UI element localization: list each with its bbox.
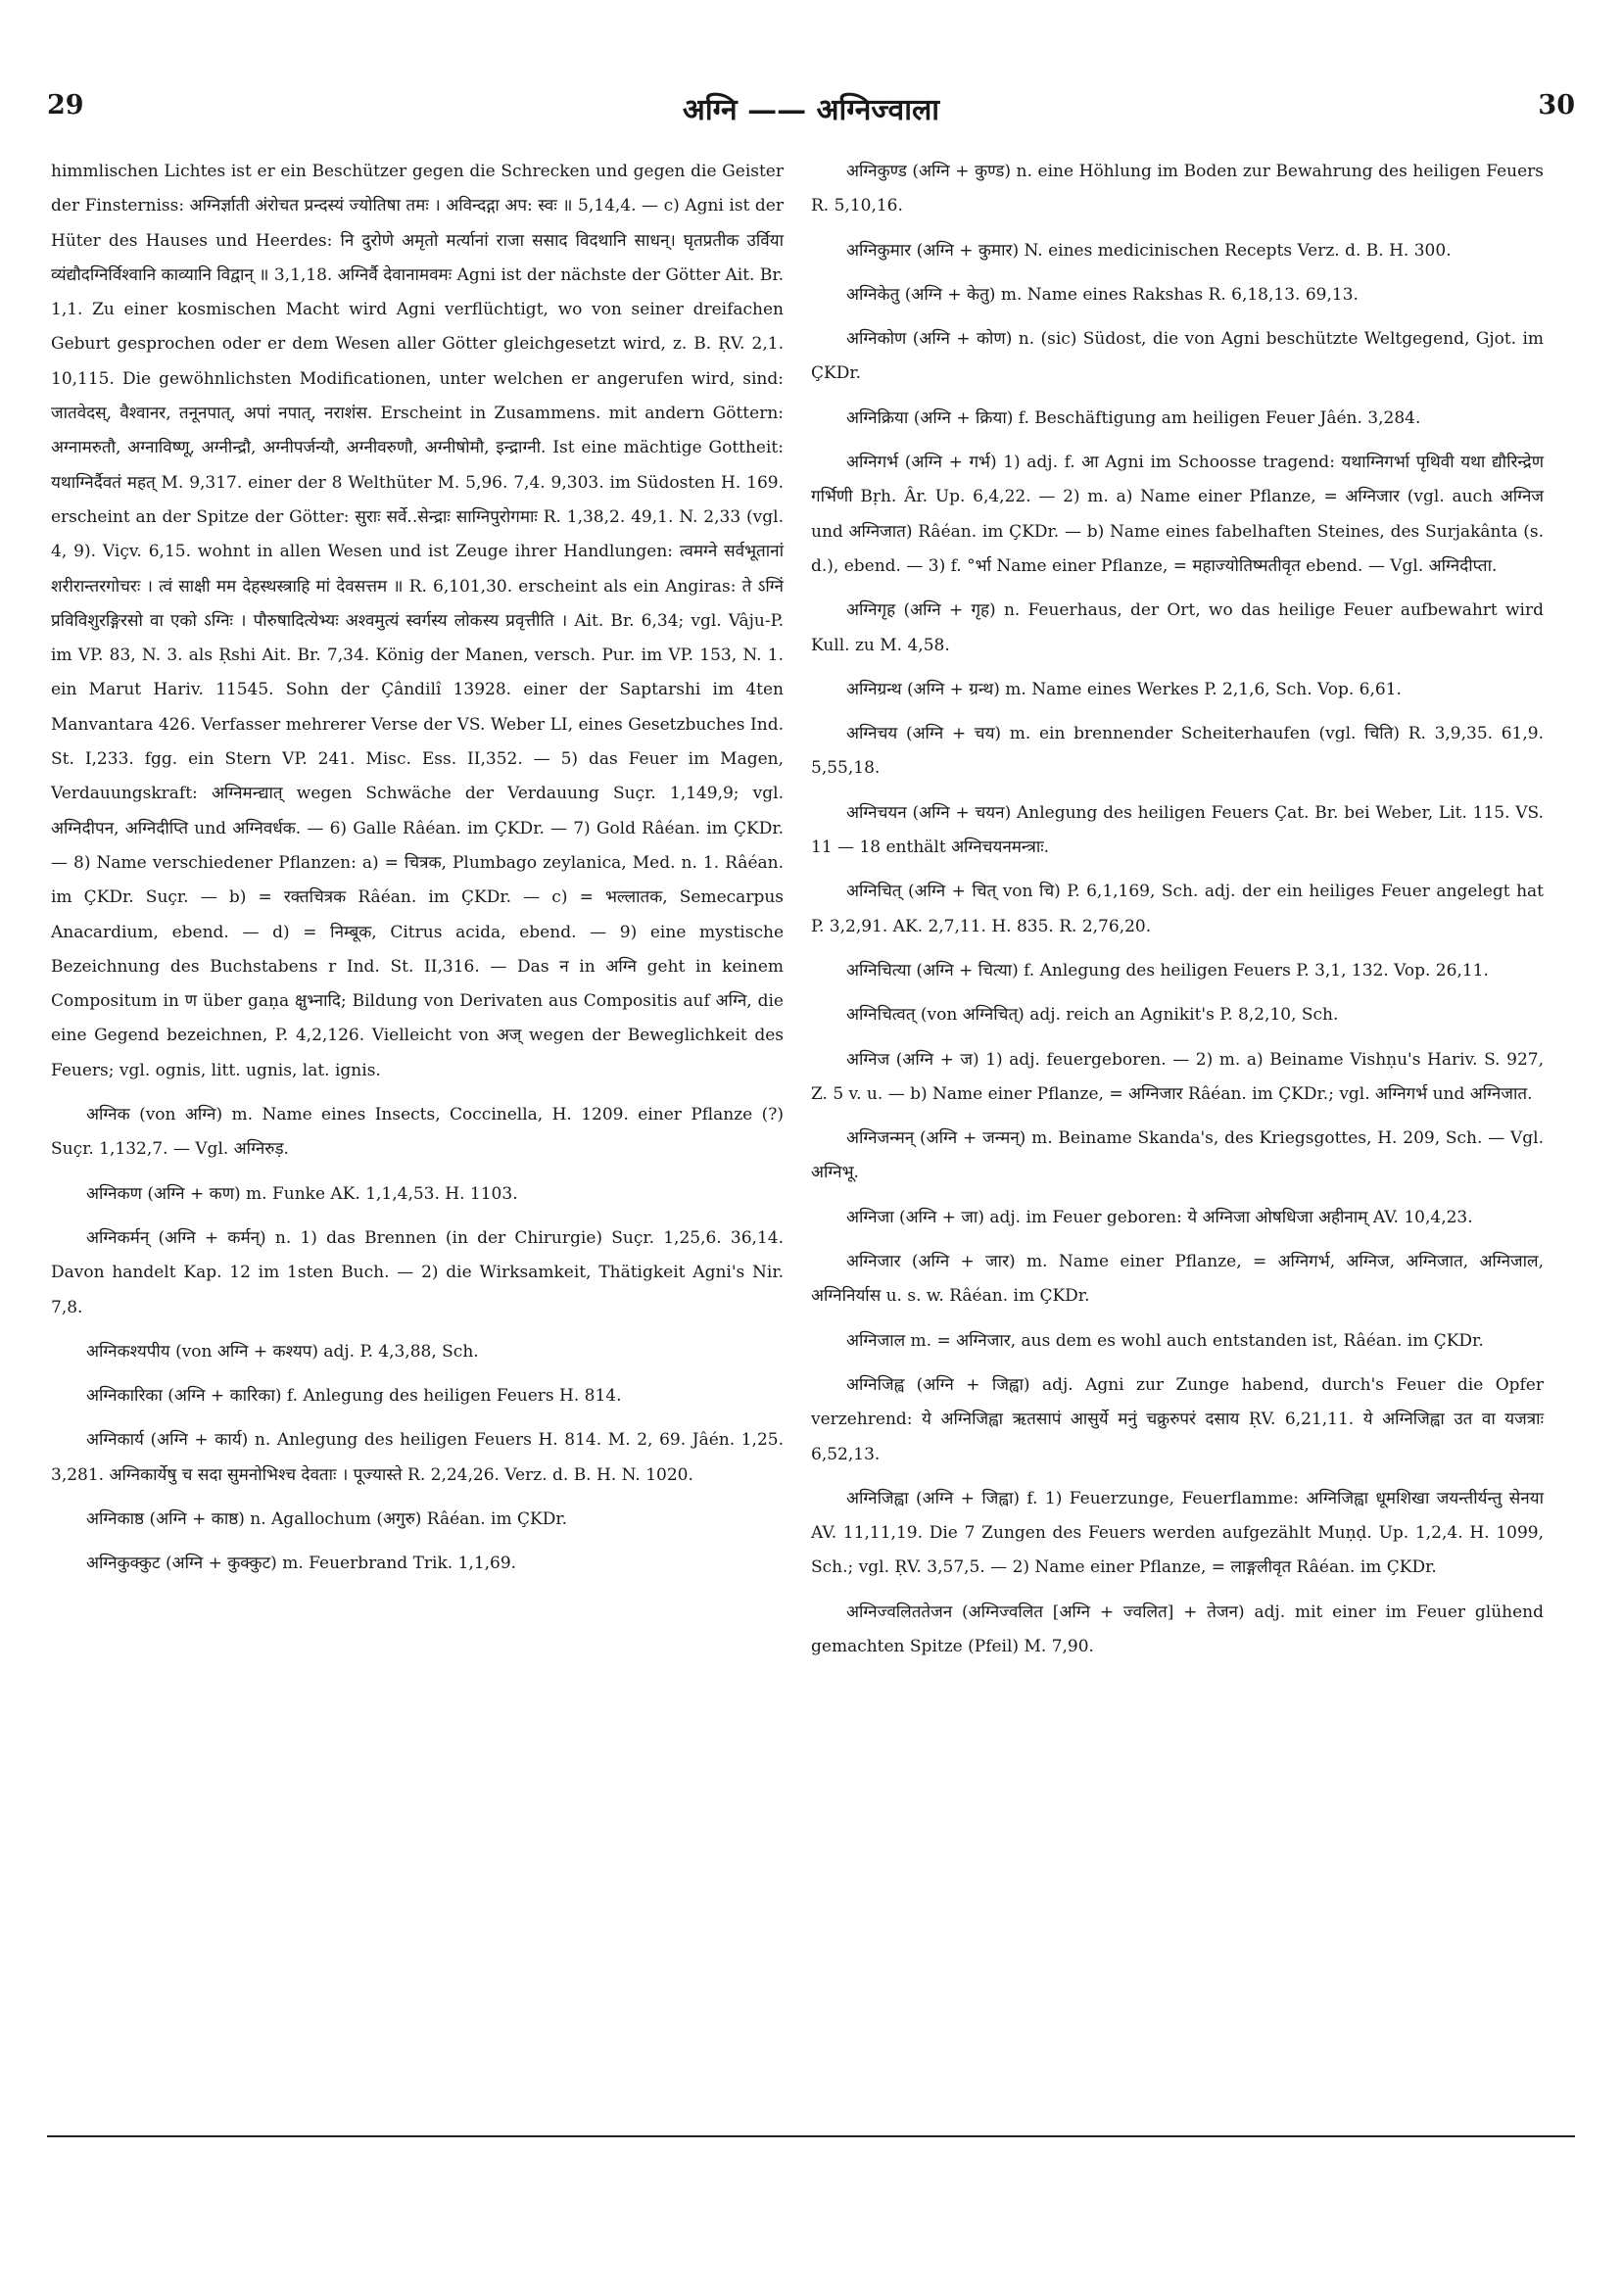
page-number-left: 29 bbox=[47, 90, 84, 120]
entry-text: अग्निचयन (अग्नि + चयन) Anlegung des heiligen Feuers Çat. Br. bei Weber, Lit. 115. VS. 11 — 18 enthält अग्निचयनमन्त्राः. bbox=[811, 802, 1544, 858]
page-header bbox=[47, 90, 1575, 129]
entry-text: अग्निचित्या (अग्नि + चित्या) f. Anlegung des heiligen Feuers P. 3,1, 132. Vop. 26,11. bbox=[846, 960, 1489, 981]
footer-rule bbox=[47, 2135, 1575, 2137]
entry-text: अग्निकार्य (अग्नि + कार्य) n. Anlegung des heiligen Feuers H. 814. M. 2, 69. Jâén. 1,25. 3,281. अग्निकार्येषु च सदा सुमनोभिश्च देवताः । पूज्यास्ते R. 2,24,26. Verz. d. B. H. N. 1020. bbox=[51, 1430, 784, 1485]
entry-text: अग्निकुमार (अग्नि + कुमार) N. eines medicinischen Recepts Verz. d. B. H. 300. bbox=[846, 240, 1452, 261]
entry-text: अग्निचित्वत् (von अग्निचित्) adj. reich an Agnikit's P. 8,2,10, Sch. bbox=[846, 1005, 1339, 1026]
entry-text: अग्निग्रन्थ (अग्नि + ग्रन्थ) m. Name eines Werkes P. 2,1,6, Sch. Vop. 6,61. bbox=[846, 679, 1402, 699]
entry-text: अग्निगृह (अग्नि + गृह) n. Feuerhaus, der Ort, wo das heilige Feuer aufbewahrt wird Kull. zu M. 4,58. bbox=[811, 600, 1544, 655]
entry-text: अग्निज (अग्नि + ज) 1) adj. feuergeboren. — 2) m. a) Beiname Vishṇu's Hariv. S. 927, Z. 5 v. u. — b) Name einer Pflanze, = अग्निजार Râéan. im ÇKDr.; vgl. अग्निगर्भ und अग्निजात. bbox=[811, 1049, 1544, 1104]
entry-text: अग्निक (von अग्नि) m. Name eines Insects, Coccinella, H. 1209. einer Pflanze (?) Suçr. 1,132,7. — Vgl. अग्निरुड़. bbox=[51, 1105, 784, 1160]
entry-text: अग्निकण (अग्नि + कण) m. Funke AK. 1,1,4,53. H. 1103. bbox=[86, 1183, 518, 1204]
entry-text: himmlischen Lichtes ist er ein Beschützer gegen die Schrecken und gegen die Geister der Finsterniss: अग्निर्ज्ञाती अंरोचत प्रन्दस्यं ज्योतिषा तमः । अविन्दद्गा अप: स्वः ॥ 5,14,4. — c) Agni ist der Hüter des Hauses und Heerdes: नि दुरोणे अमृतो मर्त्यानां राजा ससाद विदथानि साधन्। घृतप्रतीक उर्विया व्यंद्यौदग्निर्विश्वानि काव्यानि विद्वान् ॥ 3,1,18. अग्निर्वै देवानामवमः Agni ist der nächste der Götter Ait. Br. 1,1. Zu einer kosmischen Macht wird Agni verflüchtigt, wo von seiner dreifachen Geburt gesprochen oder er dem Wesen aller Götter gleichgesetzt wird, z. B. ṚV. 2,1. 10,115. Die gewöhnlichsten Modificationen, unter welchen er angerufen wird, sind: जातवेदस्, वैश्वानर, तनूनपात्, अपां नपात्, नराशंस. Erscheint in Zusammens. mit andern Göttern: अग्नामरुतौ, अग्नाविष्णू, अग्नीन्द्रौ, अग्नीपर्जन्यौ, अग्नीवरुणौ, अग्नीषोमौ, इन्द्राग्नी. Ist eine mächtige Gottheit: यथाग्निर्दैवतं महत् M. 9,317. einer der 8 Welthüter M. 5,96. 7,4. 9,303. im Südosten H. 169. erscheint an der Spitze der Götter: सुराः सर्वे..सेन्द्राः साग्निपुरोगमाः R. 1,38,2. 49,1. N. 2,33 (vgl. 4, 9). Viçv. 6,15. wohnt in allen Wesen und ist Zeuge ihrer Handlungen: त्वमग्ने सर्वभूतानां शरीरान्तरगोचरः । त्वं साक्षी मम देहस्थस्त्राहि मां देवसत्तम ॥ R. 6,101,30. erscheint als ein Angiras: ते ऽग्निं प्रविविशुरङ्गिरसो वा एको ऽग्निः । पौरुषादित्येभ्यः अश्वमुत्यं स्वर्गस्य लोकस्य प्रवृत्तीति । Ait. Br. 6,34; vgl. Vâju-P. im VP. 83, N. 3. als Ṛshi Ait. Br. 7,34. König der Manen, versch. Pur. im VP. 153, N. 1. ein Marut Hariv. 11545. Sohn der Çândilî 13928. einer der Saptarshi im 4ten Manvantara 426. Verfasser mehrerer Verse der VS. Weber LI, eines Gesetzbuches Ind. St. I,233. fgg. ein Stern VP. 241. Misc. Ess. II,352. — 5) das Feuer im Magen, Verdauungskraft: अग्निमन्द्यात् wegen Schwäche der Verdauung Suçr. 1,149,9; vgl. अग्निदीपन, अग्निदीप्ति und अग्निवर्धक. — 6) Galle Râéan. im ÇKDr. — 7) Gold Râéan. im ÇKDr. — 8) Name verschiedener Pflanzen: a) = चित्रक, Plumbago zeylanica, Med. n. 1. Râéan. im ÇKDr. Suçr. — b) = रक्तचित्रक Râéan. im ÇKDr. — c) = भल्लातक, Semecarpus Anacardium, ebend. — d) = निम्बूक, Citrus acida, ebend. — 9) eine mystische Bezeichnung des Buchstabens r Ind. St. II,316. — Das न in अग्नि geht in keinem Compositum in ण über gaṇa क्षुभ्नादि; Bildung von Derivaten aus Compositis auf अग्नि, die eine Gegend bezeichnen, P. 4,2,126. Vielleicht von अज् wegen der Beweglichkeit des Feuers; vgl. ognis, litt. ugnis, lat. ignis. bbox=[51, 162, 784, 1080]
entry-text: अग्निकाष्ठ (अग्नि + काष्ठ) n. Agallochum (अगुरु) Râéan. im ÇKDr. bbox=[86, 1508, 568, 1529]
entry-text: अग्निजिह्व (अग्नि + जिह्वा) adj. Agni zur Zunge habend, durch's Feuer die Opfer verzehrend: ये अग्निजिह्वा ऋतसापं आसुर्ये मनुं चक्रुरुपरं दसाय ṚV. 6,21,11. ये अग्निजिह्वा उत वा यजत्राः 6,52,13. bbox=[811, 1374, 1544, 1464]
page-number-right: 30 bbox=[1538, 90, 1575, 120]
entry-text: अग्निजा (अग्नि + जा) adj. im Feuer geboren: ये अग्निजा ओषधिजा अहीनाम् AV. 10,4,23. bbox=[846, 1207, 1473, 1227]
entry-text: अग्निज्वलिततेजन (अग्निज्वलित [अग्नि + ज्वलित] + तेजन) adj. mit einer im Feuer glühend gemachten Spitze (Pfeil) M. 7,90. bbox=[811, 1602, 1544, 1656]
entry-text: अग्निकुक्कुट (अग्नि + कुक्कुट) m. Feuerbrand Trik. 1,1,69. bbox=[86, 1554, 517, 1574]
entry-text: अग्निक्रिया (अग्नि + क्रिया) f. Beschäftigung am heiligen Feuer Jâén. 3,284. bbox=[846, 407, 1421, 428]
running-title: अग्नि —— अग्निज्वाला bbox=[682, 93, 940, 127]
entry-text: अग्निकेतु (अग्नि + केतु) m. Name eines Rakshas R. 6,18,13. 69,13. bbox=[846, 284, 1359, 305]
entry-text: अग्निजिह्वा (अग्नि + जिह्वा) f. 1) Feuerzunge, Feuerflamme: अग्निजिह्वा धूमशिखा जयन्तीर्यन्तु सेनया AV. 11,11,19. Die 7 Zungen des Feuers werden aufgezählt Muṇḍ. Up. 1,2,4. H. 1099, Sch.; vgl. ṚV. 3,57,5. — 2) Name einer Pflanze, = लाङ्गलीवृत Râéan. im ÇKDr. bbox=[811, 1488, 1544, 1578]
entry-text: अग्निकोण (अग्नि + कोण) n. (sic) Südost, die von Agni beschützte Weltgegend, Gjot. im ÇKDr. bbox=[811, 329, 1544, 384]
entry-text: अग्निचय (अग्नि + चय) m. ein brennender Scheiterhaufen (vgl. चिति) R. 3,9,35. 61,9. 5,55,18. bbox=[811, 724, 1544, 779]
right-column bbox=[811, 155, 1544, 1674]
entry-text: अग्निकारिका (अग्नि + कारिका) f. Anlegung des heiligen Feuers H. 814. bbox=[86, 1386, 622, 1407]
entry-text: अग्निजाल m. = अग्निजार, aus dem es wohl auch entstanden ist, Râéan. im ÇKDr. bbox=[846, 1330, 1484, 1351]
entry-text: अग्निजार (अग्नि + जार) m. Name einer Pflanze, = अग्निगर्भ, अग्निज, अग्निजात, अग्निजाल, अग्निनिर्यास u. s. w. Râéan. im ÇKDr. bbox=[811, 1252, 1544, 1307]
entry-text: अग्निगर्भ (अग्नि + गर्भ) 1) adj. f. आ Agni im Schoosse tragend: यथाग्निगर्भा पृथिवी यथा द्यौरिन्द्रेण गर्भिणी Bṛh. Âr. Up. 6,4,22. — 2) m. a) Name einer Pflanze, = अग्निजार (vgl. auch अग्निज und अग्निजात) Râéan. im ÇKDr. — b) Name eines fabelhaften Steines, des Surjakânta (s. d.), ebend. — 3) f. °र्भा Name einer Pflanze, = महाज्योतिष्मतीवृत ebend. — Vgl. अग्निदीप्ता. bbox=[811, 453, 1544, 576]
entry-text: अग्निकश्यपीय (von अग्नि + कश्यप) adj. P. 4,3,88, Sch. bbox=[86, 1341, 479, 1362]
entry-text: अग्निकुण्ड (अग्नि + कुण्ड) n. eine Höhlung im Boden zur Bewahrung des heiligen Feuers R. 5,10,16. bbox=[811, 162, 1544, 216]
entry-text: अग्निचित् (अग्नि + चित् von चि) P. 6,1,169, Sch. adj. der ein heiliges Feuer angelegt hat P. 3,2,91. AK. 2,7,11. H. 835. R. 2,76,20. bbox=[811, 882, 1544, 936]
entry-text: अग्निकर्मन् (अग्नि + कर्मन्) n. 1) das Brennen (in der Chirurgie) Suçr. 1,25,6. 36,14. Davon handelt Kap. 12 im 1sten Buch. — 2) die Wirksamkeit, Thätigkeit Agni's Nir. 7,8. bbox=[51, 1227, 784, 1317]
left-column bbox=[51, 155, 784, 1592]
entry-text: अग्निजन्मन् (अग्नि + जन्मन्) m. Beiname Skanda's, des Kriegsgottes, H. 209, Sch. — Vgl. अग्निभू. bbox=[811, 1128, 1544, 1183]
